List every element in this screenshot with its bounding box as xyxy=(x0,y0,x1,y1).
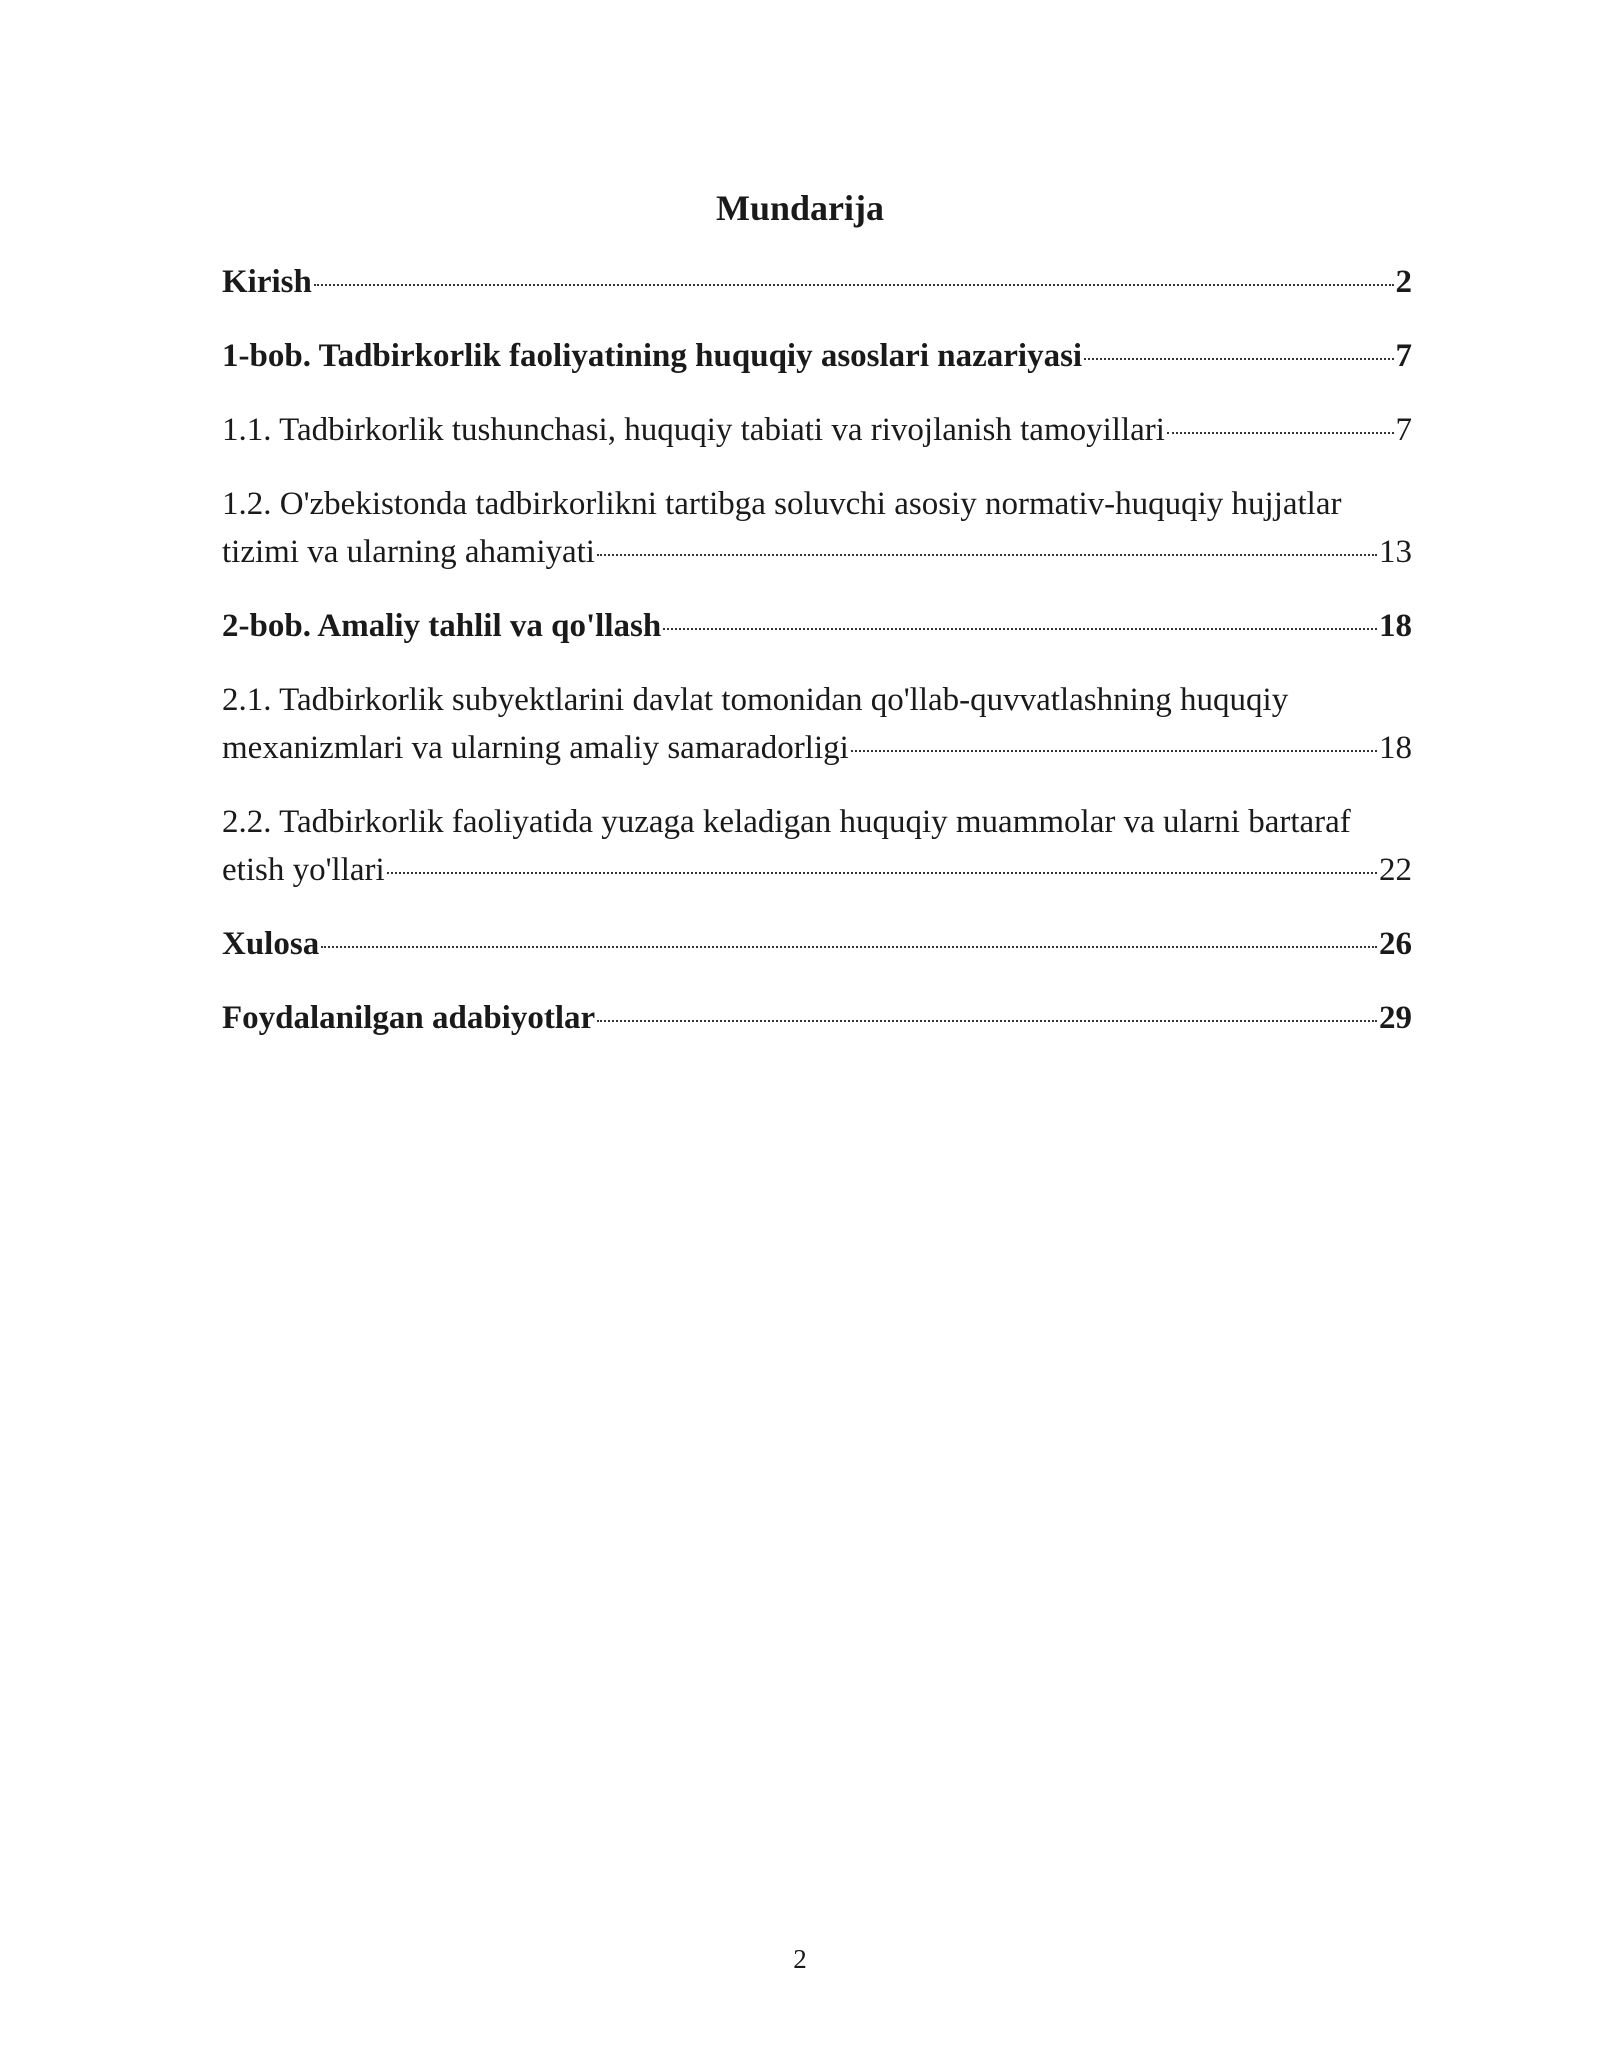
dot-leader xyxy=(314,284,1394,286)
toc-page-number: 29 xyxy=(1379,1000,1412,1036)
toc-entry-label-line-2: mexanizmlari va ularning amaliy samaradorligi xyxy=(222,730,849,766)
toc-page-number: 13 xyxy=(1379,534,1412,570)
toc-entry-label-line-2: tizimi va ularning ahamiyati xyxy=(222,534,595,570)
toc-entry-label-line-1: 2.1. Tadbirkorlik subyektlarini davlat tomonidan qo'llab-quvvatlashning huquqiy xyxy=(222,682,1289,718)
page-title: Mundarija xyxy=(715,188,884,228)
toc-entry-section-1-2[interactable] xyxy=(222,480,1412,576)
dot-leader xyxy=(1167,432,1394,434)
dot-leader xyxy=(597,554,1377,556)
toc-entry-label: Kirish xyxy=(222,264,312,300)
dot-leader xyxy=(321,946,1377,948)
dot-leader xyxy=(387,872,1377,874)
toc-page-number: 18 xyxy=(1379,608,1412,644)
toc-entry-kirish[interactable] xyxy=(222,258,1412,306)
page-number-footer: 2 xyxy=(793,1944,807,1974)
toc-page-number: 22 xyxy=(1379,852,1412,888)
table-of-contents xyxy=(222,258,1412,1068)
toc-entry-label-line-1: 1.2. O'zbekistonda tadbirkorlikni tartibga soluvchi asosiy normativ-huquqiy hujjatlar xyxy=(222,486,1342,522)
toc-entry-label-line-2: etish yo'llari xyxy=(222,852,385,888)
toc-page-number: 7 xyxy=(1395,412,1412,448)
toc-page-number: 7 xyxy=(1395,338,1412,374)
toc-entry-chapter-1[interactable] xyxy=(222,332,1412,380)
toc-entry-label: 1-bob. Tadbirkorlik faoliyatining huquqiy asoslari nazariyasi xyxy=(222,338,1083,374)
toc-entry-label: Foydalanilgan adabiyotlar xyxy=(222,1000,596,1036)
dot-leader xyxy=(1084,358,1393,360)
dot-leader xyxy=(851,750,1377,752)
toc-entry-label-line-1: 2.2. Tadbirkorlik faoliyatida yuzaga keladigan huquqiy muammolar va ularni bartaraf xyxy=(222,804,1351,840)
dot-leader xyxy=(597,1020,1377,1022)
toc-page-number: 2 xyxy=(1395,264,1412,300)
toc-entry-references[interactable] xyxy=(222,994,1412,1042)
toc-entry-label: 2-bob. Amaliy tahlil va qo'llash xyxy=(222,608,662,644)
toc-entry-section-2-1[interactable] xyxy=(222,676,1412,772)
toc-page-number: 18 xyxy=(1379,730,1412,766)
toc-entry-label: Xulosa xyxy=(222,926,320,962)
toc-entry-section-1-1[interactable] xyxy=(222,406,1412,454)
toc-entry-section-2-2[interactable] xyxy=(222,798,1412,894)
toc-entry-label: 1.1. Tadbirkorlik tushunchasi, huquqiy tabiati va rivojlanish tamoyillari xyxy=(222,412,1165,448)
toc-page-number: 26 xyxy=(1379,926,1412,962)
dot-leader xyxy=(663,628,1377,630)
toc-entry-xulosa[interactable] xyxy=(222,920,1412,968)
toc-entry-chapter-2[interactable] xyxy=(222,602,1412,650)
